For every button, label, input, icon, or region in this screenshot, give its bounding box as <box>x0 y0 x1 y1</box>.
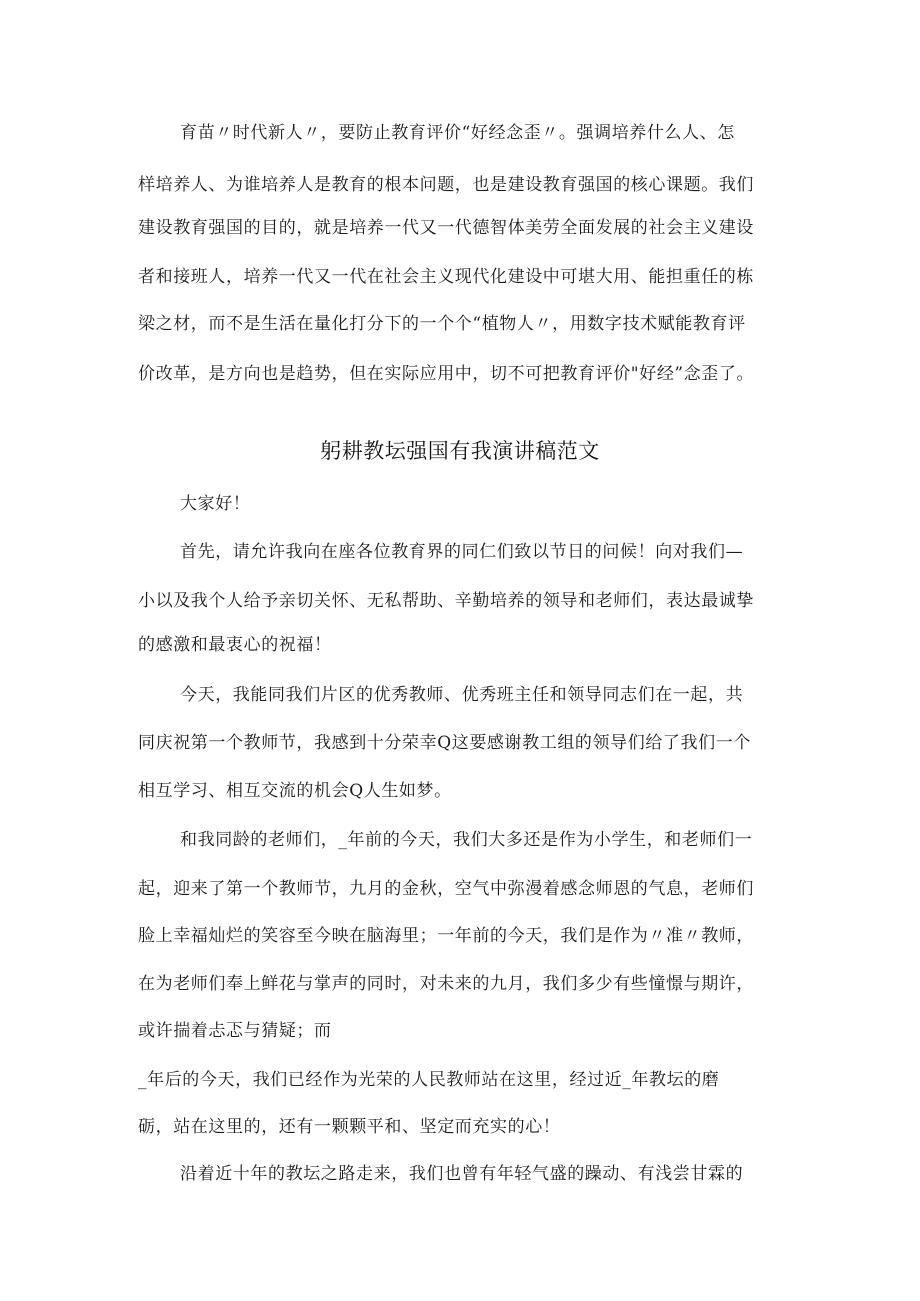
paragraph-1-line-4: 者和接班人，培养一代又一代在社会主义现代化建设中可堪大用、能担重任的栋 <box>138 267 754 287</box>
paragraph-5-line-1: _年后的今天，我们已经作为光荣的人民教师站在这里，经过近_年教坛的磨 <box>138 1070 720 1090</box>
paragraph-4-line-2: 起，迎来了第一个教师节，九月的金秋，空气中弥漫着感念师恩的气息，老师们 <box>138 879 754 899</box>
paragraph-2-line-1: 首先，请允许我向在座各位教育界的同仁们致以节日的问候！向对我们— <box>180 542 744 562</box>
paragraph-3-line-3: 相互学习、相互交流的机会Q人生如梦。 <box>138 781 452 801</box>
paragraph-1-line-1: 育苗〃时代新人〃，要防止教育评价“好经念歪〃。强调培养什么人、怎 <box>180 123 735 143</box>
paragraph-2-line-2: 小以及我个人给予亲切关怀、无私帮助、辛勤培养的领导和老师们，表达最诚挚 <box>138 591 754 611</box>
paragraph-3-line-2: 同庆祝第一个教师节，我感到十分荣幸Q这要感谢教工组的领导们给了我们一个 <box>138 733 751 753</box>
paragraph-2-line-3: 的感激和最衷心的祝福！ <box>138 635 332 655</box>
document-title: 躬耕教坛强国有我演讲稿范文 <box>320 439 600 463</box>
paragraph-4-line-5: 或许揣着忐忑与猜疑；而 <box>138 1021 332 1041</box>
paragraph-4-line-1: 和我同龄的老师们，_年前的今天，我们大多还是作为小学生，和老师们一 <box>180 830 753 850</box>
paragraph-1-line-6: 价改革，是方向也是趋势，但在实际应用中，切不可把教育评价"好经”念歪了。 <box>138 364 755 384</box>
paragraph-5-line-2: 砺，站在这里的，还有一颗颗平和、坚定而充实的心！ <box>138 1117 561 1137</box>
paragraph-1-line-3: 建设教育强国的目的，就是培养一代又一代德智体美劳全面发展的社会主义建设 <box>138 218 754 238</box>
paragraph-3-line-1: 今天，我能同我们片区的优秀教师、优秀班主任和领导同志们在一起，共 <box>180 685 744 705</box>
paragraph-4-line-4: 在为老师们奉上鲜花与掌声的同时，对未来的九月，我们多少有些憧憬与期许， <box>138 974 754 994</box>
paragraph-1-line-2: 样培养人、为谁培养人是教育的根本问题，也是建设教育强国的核心课题。我们 <box>138 175 754 195</box>
paragraph-4-line-3: 脸上幸福灿烂的笑容至今映在脑海里；一年前的今天，我们是作为〃准〃教师， <box>138 926 754 946</box>
greeting: 大家好！ <box>180 494 251 514</box>
paragraph-6-line-1: 沿着近十年的教坛之路走来，我们也曾有年轻气盛的躁动、有浅尝甘霖的 <box>180 1164 744 1184</box>
paragraph-1-line-5: 梁之材，而不是生活在量化打分下的一个个“植物人〃，用数字技术赋能教育评 <box>138 314 746 334</box>
